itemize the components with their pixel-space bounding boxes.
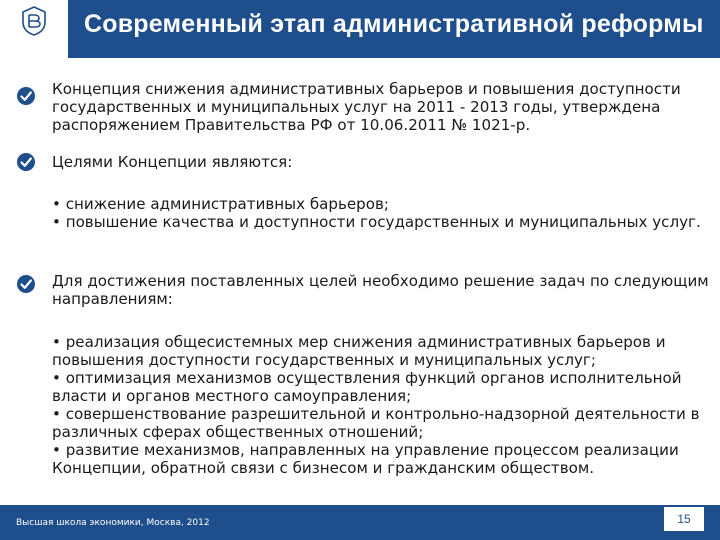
list-item: • развитие механизмов, направленных на управление процессом реализации Концепции, обратной связи с бизнесом и гражданским обществом. [52, 441, 679, 477]
page-title: Современный этап административной реформы [84, 10, 704, 38]
point-text: Концепция снижения административных барьеров и повышения доступности государственных и муниципальных услуг на 2011 - 2013 годы, утверждена распоряжением Правительства РФ от 10.06.2011 № 1021-р. [52, 80, 681, 134]
footer-bar [0, 505, 720, 540]
check-icon [17, 87, 35, 105]
check-icon [17, 153, 35, 171]
footer-org: Высшая школа экономики, Москва, 2012 [16, 518, 210, 528]
header-bar [0, 0, 720, 58]
point-text: Целями Концепции являются: [52, 153, 293, 171]
list-item: • снижение административных барьеров; [52, 195, 389, 213]
point-text: Для достижения поставленных целей необходимо решение задач по следующим направлениям: [52, 272, 709, 308]
bullet-list [52, 195, 714, 231]
logo [0, 0, 70, 58]
page-number: 15 [664, 507, 704, 531]
list-item: • повышение качества и доступности государственных и муниципальных услуг. [52, 213, 701, 231]
list-item: • реализация общесистемных мер снижения административных барьеров и повышения доступности государственных и муниципальных услуг; [52, 333, 666, 369]
bullet-list [52, 333, 714, 477]
university-emblem-icon [21, 6, 47, 36]
list-item: • оптимизация механизмов осуществления функций органов исполнительной власти и органов местного самоуправления; [52, 369, 682, 405]
list-item: • совершенствование разрешительной и контрольно-надзорной деятельности в различных сферах общественных отношений; [52, 405, 700, 441]
check-icon [17, 275, 35, 293]
